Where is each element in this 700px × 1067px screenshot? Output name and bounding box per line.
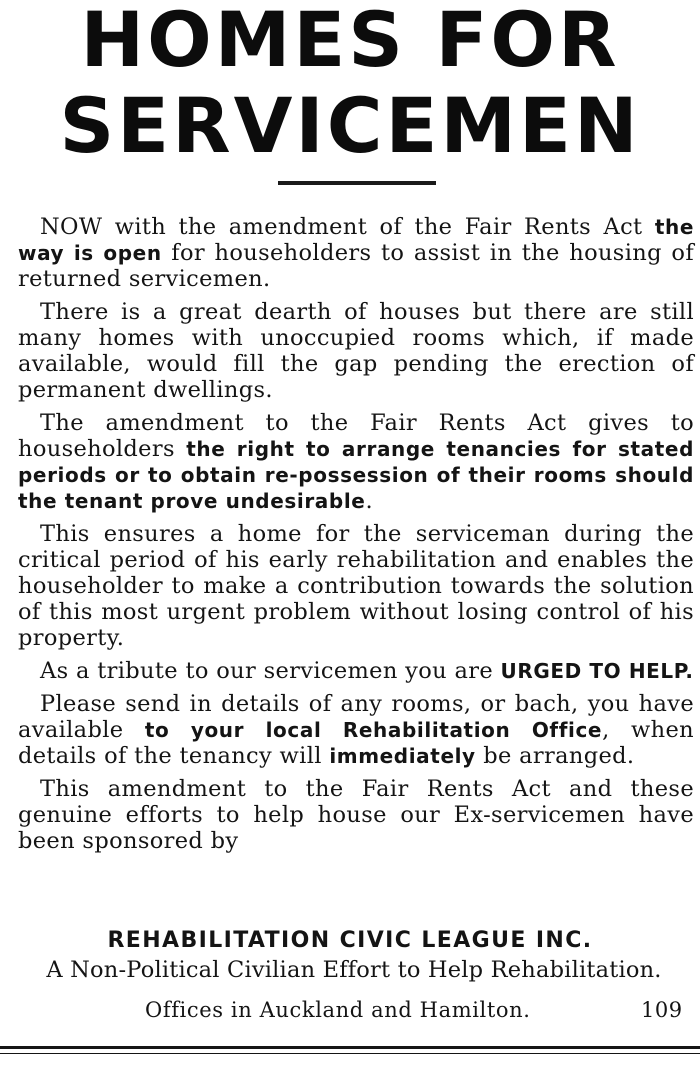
emphasis-text: immediately xyxy=(329,744,476,768)
bottom-rule-thick xyxy=(0,1046,700,1049)
body-text: This amendment to the Fair Rents Act and these genuine efforts to help house our Ex-servicemen have been sponsored by xyxy=(18,776,694,854)
body-paragraph xyxy=(18,214,694,292)
headline-line-2: SERVICEMEN xyxy=(59,81,641,170)
body-paragraph xyxy=(18,410,694,514)
body-text: be arranged. xyxy=(475,743,635,769)
organisation-name: REHABILITATION CIVIC LEAGUE INC. xyxy=(107,928,593,953)
headline-line-1: HOMES FOR xyxy=(80,0,620,84)
bottom-rule-thin xyxy=(0,1053,700,1054)
body-text: As a tribute to our servicemen you are xyxy=(40,658,501,684)
emphasis-text: the way is open xyxy=(18,215,694,265)
offices-line: Offices in Auckland and Hamilton. xyxy=(145,998,531,1022)
body-text: for householders to assist in the housing of returned servicemen. xyxy=(18,240,694,292)
organisation-tagline: A Non-Political Civilian Effort to Help Rehabilitation. xyxy=(46,957,662,983)
body-paragraph xyxy=(18,658,694,684)
headline-divider xyxy=(278,181,436,185)
body-paragraph xyxy=(18,691,694,769)
body-text: . xyxy=(365,488,373,514)
advertisement-body xyxy=(18,214,694,861)
body-text: , when details of the tenancy will xyxy=(18,717,694,769)
body-text: There is a great dearth of houses but there are still many homes with unoccupied rooms which, if made available, would fill the gap pending the erection of permanent dwellings. xyxy=(18,299,694,403)
emphasis-text: the right to arrange tenancies for stated periods or to obtain re-possession of their rooms should the tenant prove undesirable xyxy=(18,437,694,513)
body-paragraph xyxy=(18,521,694,651)
emphasis-text: URGED TO HELP. xyxy=(500,659,694,683)
body-text: The amendment to the Fair Rents Act gives to householders xyxy=(18,410,694,462)
body-paragraph xyxy=(18,776,694,854)
page-number: 109 xyxy=(641,998,683,1022)
body-text: NOW with the amendment of the Fair Rents Act xyxy=(40,214,655,240)
body-text: This ensures a home for the serviceman during the critical period of his early rehabilitation and enables the householder to make a contribution towards the solution of this most urgent problem without losing control of his property. xyxy=(18,521,694,651)
body-paragraph xyxy=(18,299,694,403)
emphasis-text: to your local Rehabilitation Office xyxy=(144,718,603,742)
body-text: Please send in details of any rooms, or bach, you have available xyxy=(18,691,694,743)
